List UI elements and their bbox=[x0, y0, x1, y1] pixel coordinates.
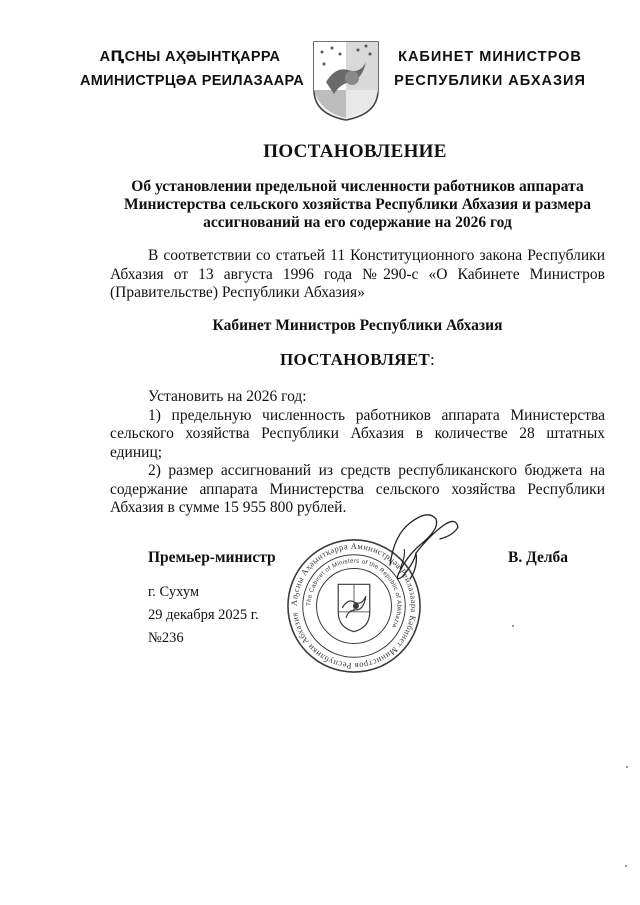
scan-speck bbox=[625, 865, 627, 867]
seal-emblem-icon bbox=[338, 584, 370, 631]
header-left-line1: АԤСНЫ АҲӘЫНТҚАРРА bbox=[99, 49, 281, 65]
issuer-line: Кабинет Министров Республики Абхазия bbox=[212, 317, 503, 334]
seal-inner-text: The Cabinet of Ministers of the Republic of Abkhazia bbox=[305, 557, 403, 630]
resolution-body bbox=[110, 388, 605, 518]
preamble-text: В соответствии со статьей 11 Конституционного закона Республики Абхазия от 13 августа 1996 года №290-с «О Кабинете Министров (Правительстве) Республики Абхазия» bbox=[110, 247, 605, 301]
resolves-word: ПОСТАНОВЛЯЕТ bbox=[279, 350, 431, 369]
signature-scribble bbox=[370, 505, 470, 585]
resolution-item-2: 2) размер ассигнований из средств республиканского бюджета на содержание аппарата Министерства сельского хозяйства Республики Абхазия в сумме 15 955 800 рублей. bbox=[110, 462, 605, 516]
document-subject: Об установлении предельной численности работников аппарата Министерства сельского хозяйства Республики Абхазия и размера ассигнований на его содержание на 2026 год bbox=[123, 178, 591, 231]
signatory-name: В. Делба bbox=[508, 549, 569, 566]
header-left-line2: АМИНИСТРЦӘА РЕИЛАЗААРА bbox=[80, 73, 305, 89]
place-of-issue: г. Сухум bbox=[148, 584, 200, 600]
resolution-intro: Установить на 2026 год: bbox=[148, 388, 307, 405]
scan-speck bbox=[512, 625, 514, 627]
resolves-colon: : bbox=[430, 350, 436, 369]
signatory-title: Премьер-министр bbox=[148, 549, 276, 566]
preamble-paragraph bbox=[110, 247, 605, 303]
header-left-block bbox=[80, 45, 305, 93]
header-right-block bbox=[385, 45, 595, 93]
seal-outer-text: Аҧсны Аҳәынтқарра Аминистрцәа Реилазаара Кабинет Министров Республики Абхазия bbox=[288, 540, 420, 672]
document-number: №236 bbox=[148, 630, 184, 646]
state-emblem-icon bbox=[312, 40, 380, 122]
scan-speck bbox=[626, 766, 628, 768]
issue-date: 29 декабря 2025 г. bbox=[148, 607, 259, 623]
resolves-heading bbox=[110, 350, 605, 370]
header-right-line1: КАБИНЕТ МИНИСТРОВ bbox=[398, 49, 582, 65]
resolution-item-1: 1) предельную численность работников аппарата Министерства сельского хозяйства Республики Абхазия в количестве 28 штатных единиц; bbox=[110, 406, 605, 461]
document-type-heading: ПОСТАНОВЛЕНИЕ bbox=[263, 141, 447, 162]
header-right-line2: РЕСПУБЛИКИ АБХАЗИЯ bbox=[394, 73, 586, 89]
